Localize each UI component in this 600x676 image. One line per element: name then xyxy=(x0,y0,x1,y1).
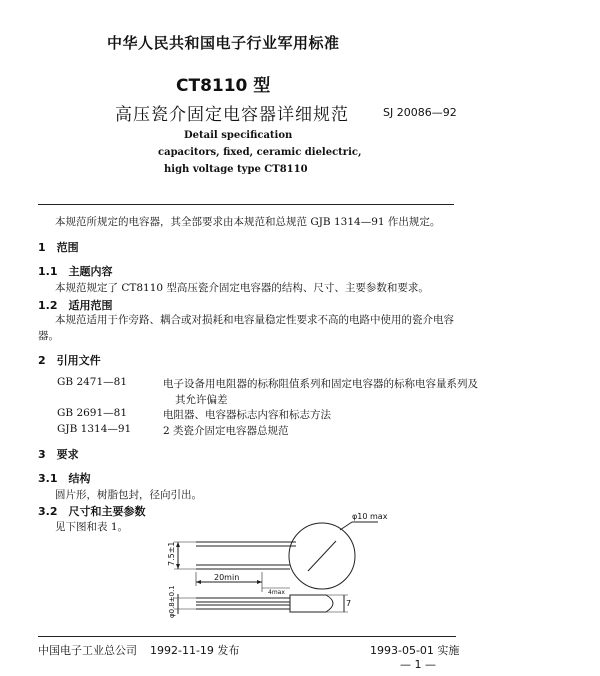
lead-length-label: 20min xyxy=(214,573,240,582)
section-3-2-text: 见下图和表 1。 xyxy=(55,521,129,533)
disc-diameter-line xyxy=(308,541,336,571)
diameter-label: φ10 max xyxy=(352,512,388,521)
reference-title: 2 类瓷介固定电容器总规范 xyxy=(163,425,289,437)
arrowhead xyxy=(196,580,201,584)
english-title-line-2: capacitors, fixed, ceramic dielectric, xyxy=(158,147,362,158)
section-2-heading: 2 引用文件 xyxy=(38,354,101,367)
english-title-line-3: high voltage type CT8110 xyxy=(164,164,308,175)
arrowhead xyxy=(176,542,180,547)
section-3-2-heading: 3.2 尺寸和主要参数 xyxy=(38,505,146,518)
intro-text: 本规范所规定的电容器，其全部要求由本规范和总规范 GJB 1314—91 作出规定。 xyxy=(55,216,441,228)
section-3-1-heading: 3.1 结构 xyxy=(38,472,91,485)
reference-title: 电子设备用电阻器的标称阻值系列和固定电容器的标称电容量系列及 xyxy=(163,378,478,390)
reference-code: GB 2691—81 xyxy=(57,407,128,419)
document-title: 高压瓷介固定电容器详细规范 xyxy=(115,105,349,125)
issue-date: 1992-11-19 发布 xyxy=(150,644,240,657)
reference-title: 电阻器、电容器标志内容和标志方法 xyxy=(163,409,331,421)
implementation-date: 1993-05-01 实施 xyxy=(370,644,460,657)
section-3-1-text: 圆片形，树脂包封，径向引出。 xyxy=(55,489,202,501)
issuer: 中国电子工业总公司 xyxy=(38,644,137,657)
seat-label: 4max xyxy=(268,589,285,596)
section-1-2-text-line-2: 器。 xyxy=(38,330,59,342)
arrowhead xyxy=(257,580,262,584)
lead-diameter-label: φ0.8±0.1 xyxy=(168,585,176,618)
standard-org: 中华人民共和国电子行业军用标准 xyxy=(107,34,340,52)
section-1-2-text-line-1: 本规范适用于作旁路、耦合或对损耗和电容量稳定性要求不高的电路中使用的瓷介电容 xyxy=(55,314,454,326)
reference-title-continued: 其允许偏差 xyxy=(175,394,228,406)
capacitor-side-body xyxy=(290,595,333,612)
pitch-label: 7.5±1 xyxy=(167,541,176,566)
diameter-leader xyxy=(340,522,352,530)
section-1-heading: 1 范围 xyxy=(38,241,79,254)
thickness-label: 7 xyxy=(346,599,352,608)
section-3-heading: 3 要求 xyxy=(38,448,79,461)
english-title-line-1: Detail specification xyxy=(184,130,293,141)
section-1-1-text: 本规范规定了 CT8110 型高压瓷介固定电容器的结构、尺寸、主要参数和要求。 xyxy=(55,282,429,294)
section-1-2-heading: 1.2 适用范围 xyxy=(38,299,113,312)
footer-divider xyxy=(38,636,456,637)
standard-number: SJ 20086—92 xyxy=(383,106,457,119)
reference-code: GB 2471—81 xyxy=(57,376,128,388)
reference-code: GJB 1314—91 xyxy=(57,423,132,435)
section-1-1-heading: 1.1 主题内容 xyxy=(38,265,113,278)
page-number: — 1 — xyxy=(400,658,436,671)
arrowhead xyxy=(176,564,180,569)
model-title: CT8110 型 xyxy=(176,76,271,96)
